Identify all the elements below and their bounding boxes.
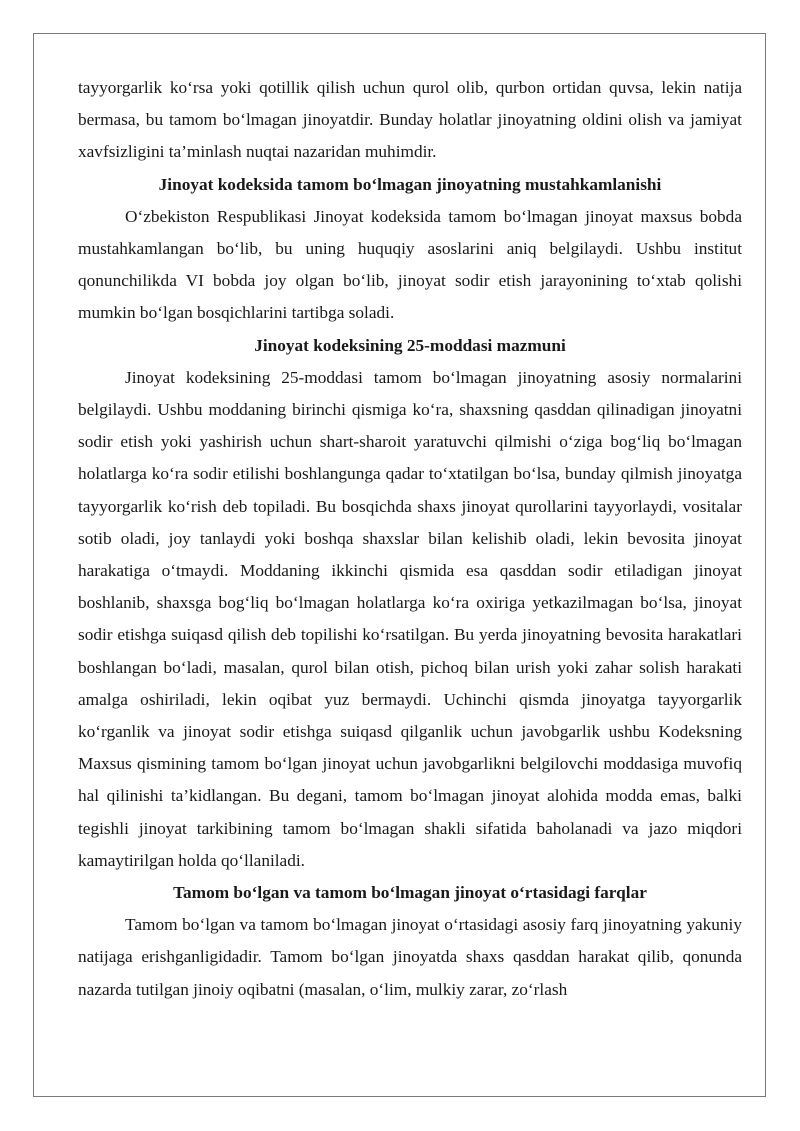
paragraph: O‘zbekiston Respublikasi Jinoyat kodeksida tamom bo‘lmagan jinoyat maxsus bobda mustahkamlangan bo‘lib, bu uning huquqiy asoslarini aniq belgilaydi. Ushbu institut qonunchilikda VI bobda joy olgan bo‘lib, jinoyat sodir etish jarayonining to‘xtab qolishi mumkin bo‘lgan bosqichlarini tartibga soladi. <box>78 206 742 323</box>
paragraph: Tamom bo‘lgan va tamom bo‘lmagan jinoyat o‘rtasidagi asosiy farq jinoyatning yakuniy natijaga erishganligidadir. Tamom bo‘lgan jinoyatda shaxs qasddan harakat qilib, qonunda nazarda tutilgan jinoiy oqibatni (masalan, o‘lim, mulkiy zarar, zo‘rlash <box>78 915 742 999</box>
document-body <box>78 72 742 1006</box>
paragraph: Jinoyat kodeksining 25-moddasi tamom bo‘lmagan jinoyatning asosiy normalarini belgilaydi. Ushbu moddaning birinchi qismiga ko‘ra, shaxsning qasddan qilinadigan jinoyatni sodir etish yoki yashirish uchun shart-sharoit yaratuvchi qilmishi o‘ziga bog‘liq bo‘lmagan holatlarga ko‘ra sodir etilishi boshlangunga qadar to‘xtatilgan bo‘lsa, bunday qilmish jinoyatga tayyorgarlik ko‘rish deb topiladi. Bu bosqichda shaxs jinoyat qurollarini tayyorlaydi, vositalar sotib oladi, joy tanlaydi yoki boshqa shaxslar bilan kelishib oladi, lekin bevosita jinoyat harakatiga o‘tmaydi. Moddaning ikkinchi qismida esa qasddan sodir etiladigan jinoyat boshlanib, shaxsga bog‘liq bo‘lmagan holatlarga ko‘ra oxiriga yetkazilmagan bo‘lsa, jinoyat sodir etishga suiqasd qilish deb topilishi ko‘rsatilgan. Bu yerda jinoyatning bevosita harakatlari boshlangan bo‘ladi, masalan, qurol bilan otish, pichoq bilan urish yoki zahar solish harakati amalga oshiriladi, lekin oqibat yuz bermaydi. Uchinchi qismda jinoyatga tayyorgarlik ko‘rganlik va jinoyat sodir etishga suiqasd qilganlik uchun javobgarlik ushbu Kodeksning Maxsus qismining tamom bo‘lgan jinoyat uchun javobgarlikni belgilovchi moddasiga muvofiq hal qilinishi ta’kidlangan. Bu degani, tamom bo‘lmagan jinoyat alohida modda emas, balki tegishli jinoyat tarkibining tamom bo‘lmagan shakli sifatida baholanadi va jazo miqdori kamaytirilgan holda qo‘llaniladi. <box>78 367 742 870</box>
paragraph-continuation: tayyorgarlik ko‘rsa yoki qotillik qilish uchun qurol olib, qurbon ortidan quvsa, lekin natija bermasa, bu tamom bo‘lmagan jinoyatdir. Bunday holatlar jinoyatning oldini olish va jamiyat xavfsizligini ta’minlash nuqtai nazaridan muhimdir. <box>78 78 742 162</box>
section-heading: Tamom bo‘lgan va tamom bo‘lmagan jinoyat o‘rtasidagi farqlar <box>173 883 647 903</box>
section-heading: Jinoyat kodeksining 25-moddasi mazmuni <box>254 335 566 355</box>
section-heading: Jinoyat kodeksida tamom bo‘lmagan jinoyatning mustahkamlanishi <box>158 174 662 194</box>
